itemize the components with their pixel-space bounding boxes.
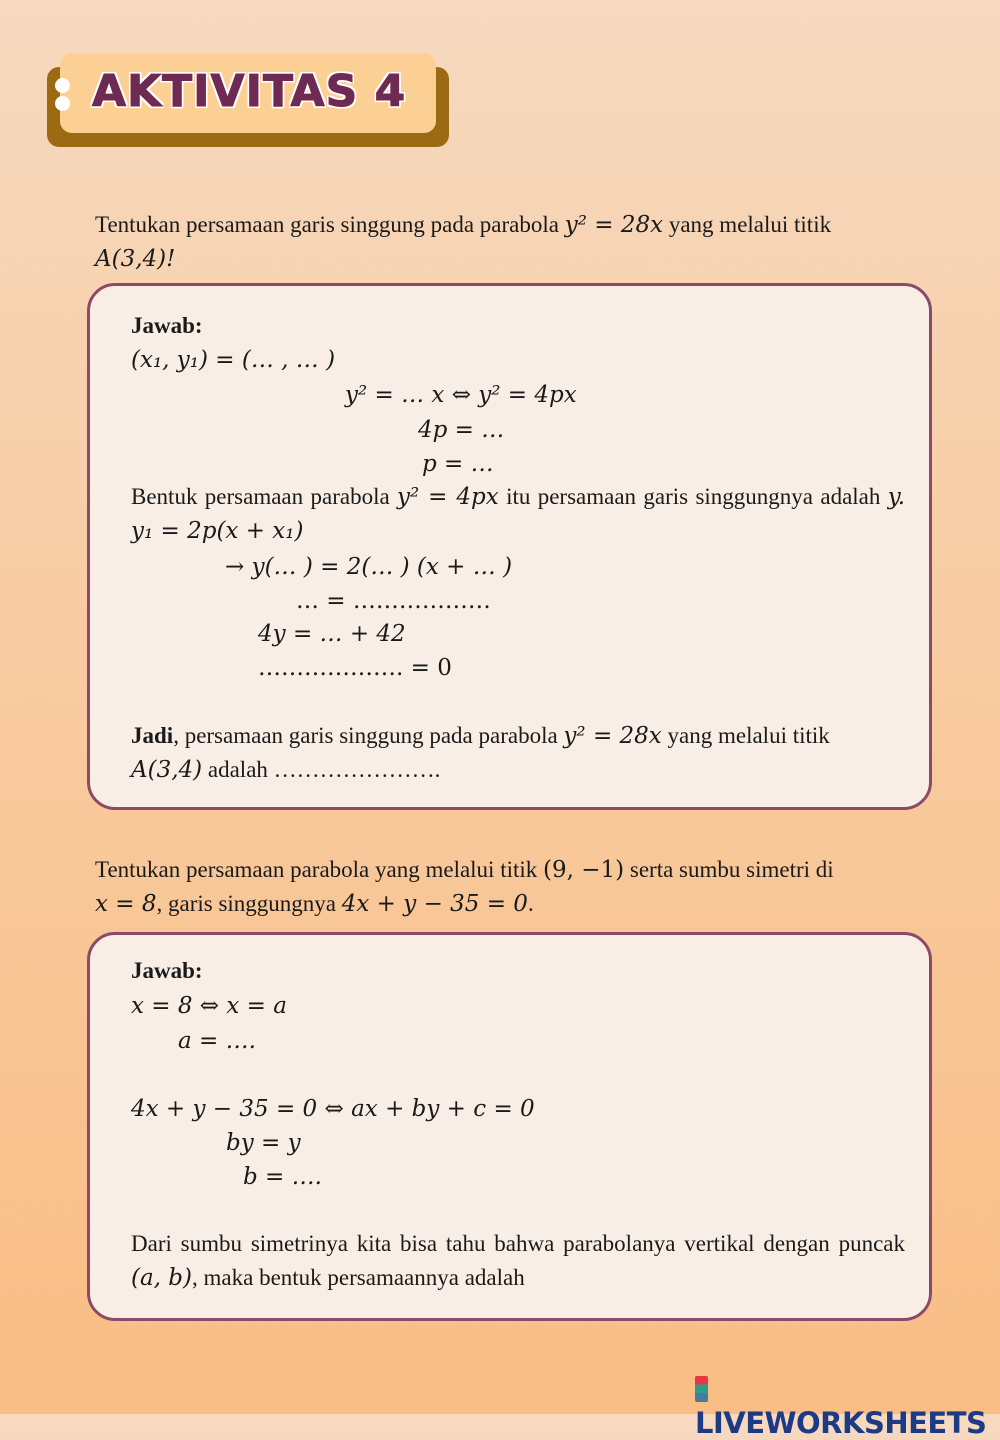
activity-title: AKTIVITAS 4 — [92, 66, 407, 117]
answer-line[interactable]: (x₁, y₁) = (… , … ) — [131, 347, 336, 373]
answer-line[interactable]: a = …. — [178, 1028, 256, 1054]
banner-dot — [55, 96, 70, 111]
answer-line[interactable]: ………………. = 0 — [258, 655, 452, 681]
answer-line[interactable]: 4y = … + 42 — [258, 621, 406, 647]
liveworksheets-logo: LIVEWORKSHEETS — [695, 1372, 1000, 1440]
answer-line[interactable]: y² = … x ⇔ y² = 4px — [345, 382, 577, 408]
banner-dot — [55, 78, 70, 93]
answer-line[interactable]: 4p = … — [418, 417, 505, 443]
answer-paragraph: Bentuk persamaan parabola y² = 4px itu persamaan garis singgungnya adalah y. y₁ = 2p(x + x₁) — [131, 484, 906, 544]
answer-line[interactable]: → y(… ) = 2(… ) (x + … ) — [225, 554, 513, 580]
answer-conclusion: Jadi, persamaan garis singgung pada parabola y² = 28x yang melalui titik A(3,4) adalah …………………. — [131, 723, 830, 783]
answer-line[interactable]: … = ……………… — [296, 588, 491, 614]
answer-line: x = 8 ⇔ x = a — [131, 993, 287, 1019]
answer-label: Jawab: — [131, 313, 203, 338]
logo-icon — [695, 1376, 708, 1402]
answer-paragraph: Dari sumbu simetrinya kita bisa tahu bahwa parabolanya vertikal dengan puncak (a, b), maka bentuk persamaannya adalah — [131, 1231, 905, 1291]
answer-line[interactable]: p = … — [422, 451, 494, 477]
answer-line: 4x + y − 35 = 0 ⇔ ax + by + c = 0 — [131, 1096, 535, 1122]
question-1: Tentukan persamaan garis singgung pada parabola y² = 28x yang melalui titik A(3,4)! — [95, 212, 832, 272]
question-2: Tentukan persamaan parabola yang melalui titik (9, −1) serta sumbu simetri di x = 8, garis singgungnya 4x + y − 35 = 0. — [95, 857, 834, 917]
answer-label: Jawab: — [131, 958, 203, 983]
answer-line[interactable]: b = …. — [243, 1164, 322, 1190]
answer-line: by = y — [226, 1130, 301, 1156]
